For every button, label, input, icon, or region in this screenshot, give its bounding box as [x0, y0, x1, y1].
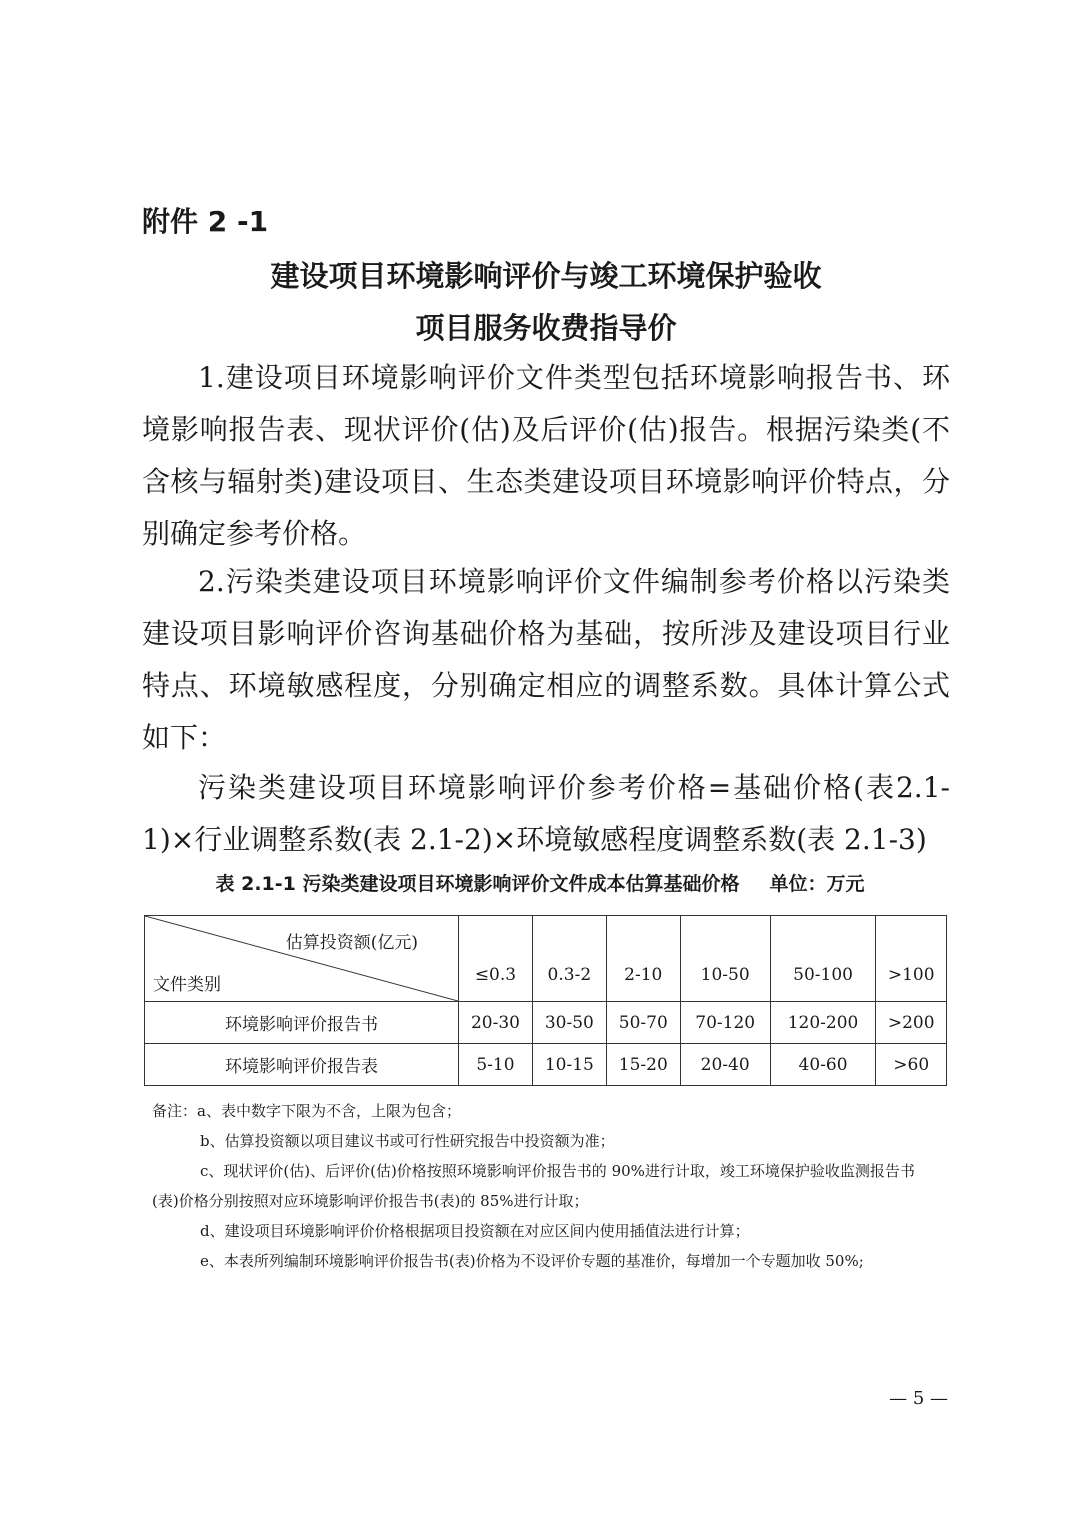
table-cell: 50-70 — [606, 1002, 680, 1044]
table-cell: 5-10 — [459, 1044, 533, 1086]
column-header: >100 — [876, 916, 947, 1002]
table-cell: 30-50 — [532, 1002, 606, 1044]
header-investment-label: 估算投资额(亿元) — [285, 933, 418, 953]
column-header: 10-50 — [680, 916, 770, 1002]
table-unit: 单位：万元 — [769, 873, 865, 895]
column-header: 2-10 — [606, 916, 680, 1002]
table-caption-text: 表 2.1-1 污染类建设项目环境影响评价文件成本估算基础价格 — [215, 873, 740, 895]
note-e: e、本表所列编制环境影响评价报告书(表)价格为不设评价专题的基准价，每增加一个专题加收 50%; — [200, 1252, 864, 1270]
column-header: ≤0.3 — [459, 916, 533, 1002]
column-header: 50-100 — [770, 916, 876, 1002]
table-cell: >200 — [876, 1002, 947, 1044]
attachment-label: 附件 2 -1 — [142, 205, 269, 238]
document-title-line1: 建设项目环境影响评价与竣工环境保护验收 — [270, 259, 822, 293]
table-caption — [0, 869, 1080, 896]
table-notes — [152, 1096, 952, 1276]
row-label: 环境影响评价报告书 — [145, 1002, 459, 1044]
paragraph-2: 2.污染类建设项目环境影响评价文件编制参考价格以污染类建设项目影响评价咨询基础价格为基础，按所涉及建设项目行业特点、环境敏感程度，分别确定相应的调整系数。具体计算公式如下： — [142, 565, 950, 754]
paragraph-1: 1.建设项目环境影响评价文件类型包括环境影响报告书、环境影响报告表、现状评价(估)及后评价(估)报告。根据污染类(不含核与辐射类)建设项目、生态类建设项目环境影响评价特点，分别确定参考价格。 — [142, 361, 950, 550]
note-c-line2: (表)价格分别按照对应环境影响评价报告书(表)的 85%进行计取； — [152, 1192, 589, 1210]
page-number: — 5 — — [889, 1388, 948, 1409]
note-a: 备注：a、表中数字下限为不含，上限为包含； — [152, 1102, 461, 1120]
document-title-line2: 项目服务收费指导价 — [415, 311, 677, 345]
table-cell: 70-120 — [680, 1002, 770, 1044]
base-price-table — [144, 915, 947, 1086]
table-header-row — [145, 916, 947, 1002]
table-row — [145, 1044, 947, 1086]
note-d: d、建设项目环境影响评价价格根据项目投资额在对应区间内使用插值法进行计算； — [200, 1222, 750, 1240]
table-cell: >60 — [876, 1044, 947, 1086]
table-cell: 20-30 — [459, 1002, 533, 1044]
row-label: 环境影响评价报告表 — [145, 1044, 459, 1086]
header-category-label: 文件类别 — [153, 975, 221, 995]
note-c-line1: c、现状评价(估)、后评价(估)价格按照环境影响评价报告书的 90%进行计取，竣工环境保护验收监测报告书 — [200, 1162, 915, 1180]
table-cell: 120-200 — [770, 1002, 876, 1044]
diagonal-header-cell — [145, 916, 459, 1002]
note-b: b、估算投资额以项目建议书或可行性研究报告中投资额为准； — [200, 1132, 615, 1150]
table-cell: 40-60 — [770, 1044, 876, 1086]
table-cell: 20-40 — [680, 1044, 770, 1086]
formula-paragraph: 污染类建设项目环境影响评价参考价格=基础价格(表2.1-1)×行业调整系数(表 2.1-2)×环境敏感程度调整系数(表 2.1-3) — [142, 771, 950, 856]
table-cell: 10-15 — [532, 1044, 606, 1086]
column-header: 0.3-2 — [532, 916, 606, 1002]
table-cell: 15-20 — [606, 1044, 680, 1086]
table-row — [145, 1002, 947, 1044]
